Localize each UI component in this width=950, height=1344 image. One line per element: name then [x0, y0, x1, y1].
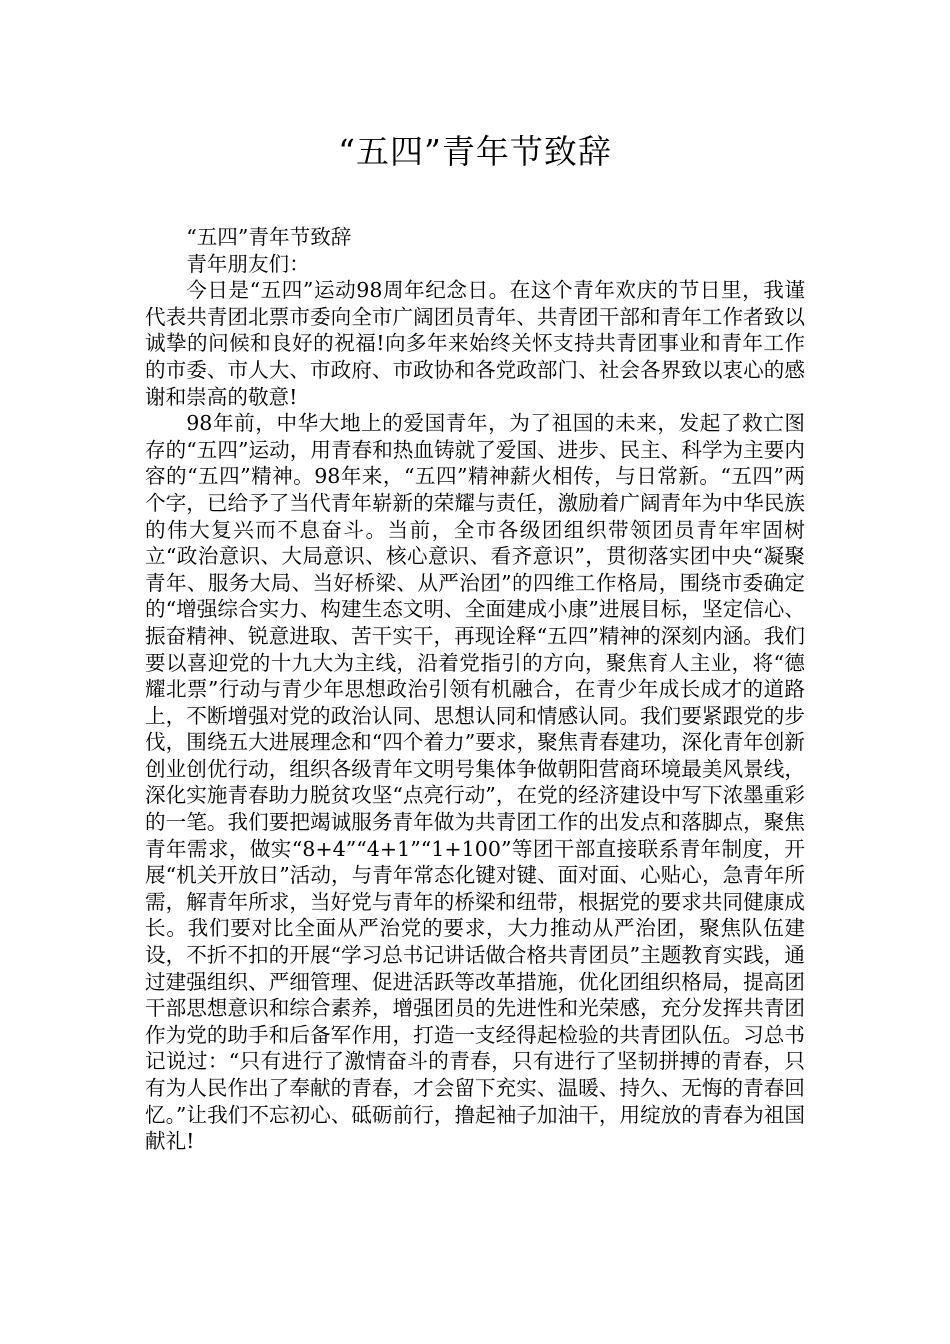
salutation: 青年朋友们：: [186, 251, 310, 276]
paragraph-1: 今日是“五四”运动98周年纪念日。在这个青年欢庆的节日里，我谨代表共青团北票市委向全市广阔团员青年、共青团干部和青年工作者致以诚挚的问候和良好的祝福!向多年来始终关怀支持共青团事业和青年工作的市委、市人大、市政府、市政协和各党政部门、社会各界致以衷心的感谢和崇高的敬意!: [145, 278, 805, 409]
paragraph-2: 98年前，中华大地上的爱国青年，为了祖国的未来，发起了救亡图存的“五四”运动，用青春和热血铸就了爱国、进步、民主、科学为主要内容的“五四”精神。98年来，“五四”精神薪火相传，与日常新。“五四”两个字，已给予了当代青年崭新的荣耀与责任，激励着广阔青年为中华民族的伟大复兴而不息奋斗。当前，全市各级团组织带领团员青年牢固树立“政治意识、大局意识、核心意识、看齐意识”，贯彻落实团中央“凝聚青年、服务大局、当好桥梁、从严治团”的四维工作格局，围绕市委确定的“增强综合实力、构建生态文明、全面建成小康”进展目标，坚定信心、振奋精神、锐意进取、苦干实干，再现诠释“五四”精神的深刻内涵。我们要以喜迎党的十九大为主线，沿着党指引的方向，聚焦育人主业，将“德耀北票”行动与青少年思想政治引领有机融合，在青少年成长成才的道路上，不断增强对党的政治认同、思想认同和情感认同。我们要紧跟党的步伐，围绕五大进展理念和“四个着力”要求，聚焦青春建功，深化青年创新创业创优行动，组织各级青年文明号集体争做朝阳营商环境最美风景线，深化实施青春助力脱贫攻坚“点亮行动”，在党的经济建设中写下浓墨重彩的一笔。我们要把竭诚服务青年做为共青团工作的出发点和落脚点，聚焦青年需求，做实“8+4”“4+1”“1+100”等团干部直接联系青年制度，开展“机关开放日”活动，与青年常态化键对键、面对面、心贴心，急青年所需，解青年所求，当好党与青年的桥梁和纽带，根据党的要求共同健康成长。我们要对比全面从严治党的要求，大力推动从严治团，聚焦队伍建设，不折不扣的开展“学习总书记讲话做合格共青团员”主题教育实践，通过建强组织、严细管理、促进活跃等改革措施，优化团组织格局，提高团干部思想意识和综合素养，增强团员的先进性和光荣感，充分发挥共青团作为党的助手和后备军作用，打造一支经得起检验的共青团队伍。习总书记说过：“只有进行了激情奋斗的青春，只有进行了坚韧拼搏的青春，只有为人民作出了奉献的青春，才会留下充实、温暖、持久、无悔的青春回忆。”让我们不忘初心、砥砺前行，撸起袖子加油干，用绽放的青春为祖国献礼!: [145, 411, 805, 1154]
document-body: [145, 224, 805, 1155]
document-subtitle: “五四”青年节致辞: [186, 225, 352, 249]
document-title: “五四”青年节致辞: [338, 132, 612, 171]
